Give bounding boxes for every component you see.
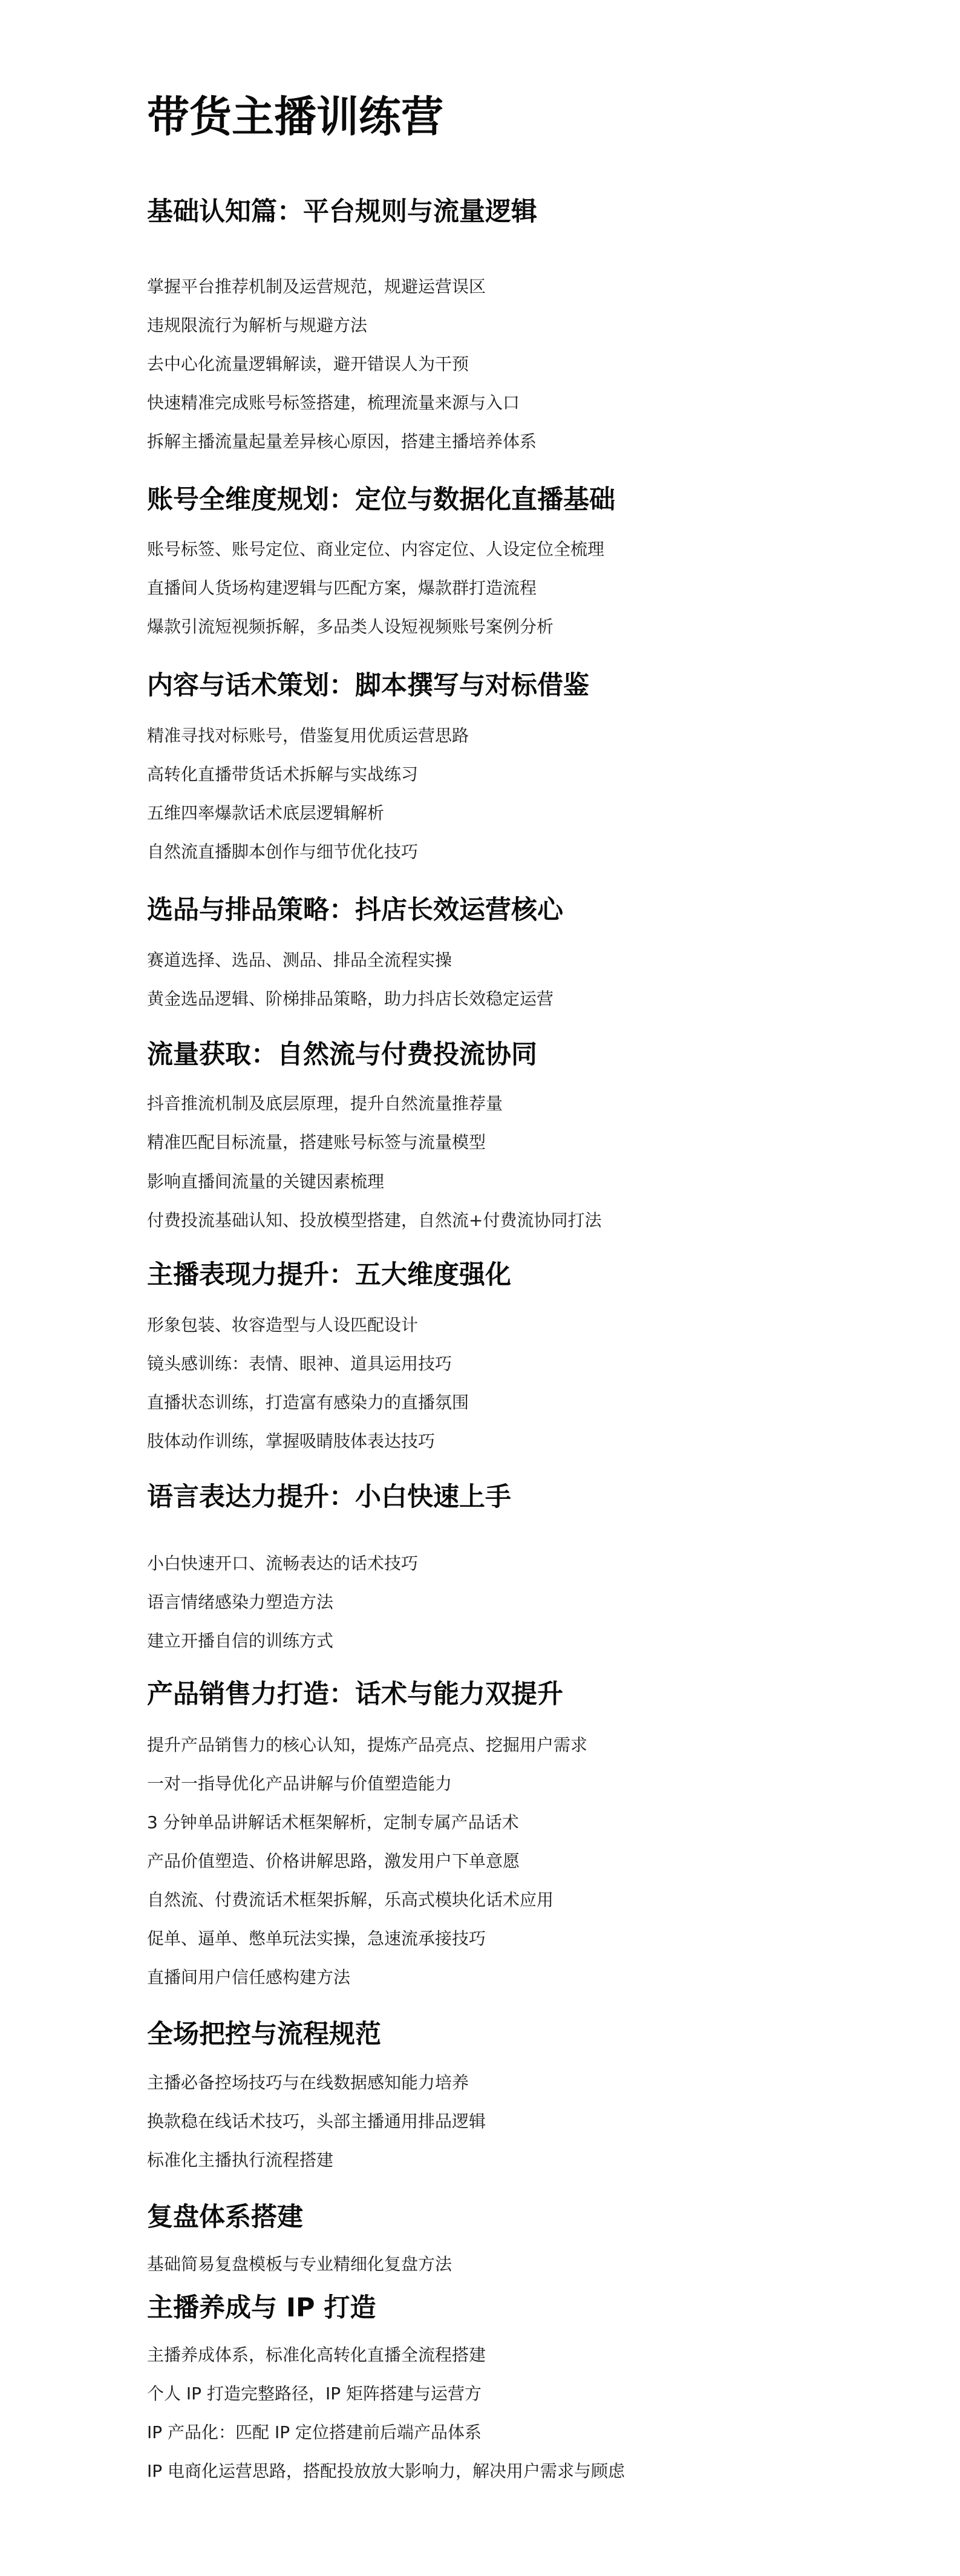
section-heading-sales: 产品销售力打造：话术与能力双提升 bbox=[147, 1679, 563, 1709]
section-item: 自然流、付费流话术框架拆解，乐高式模块化话术应用 bbox=[147, 1890, 554, 1910]
section-heading-ip: 主播养成与 IP 打造 bbox=[147, 2293, 376, 2323]
section-item: 提升产品销售力的核心认知，提炼产品亮点、挖掘用户需求 bbox=[147, 1735, 588, 1755]
section-heading-product-selection: 选品与排品策略：抖店长效运营核心 bbox=[147, 895, 563, 925]
section-heading-presence: 主播表现力提升：五大维度强化 bbox=[147, 1260, 511, 1290]
section-item: 主播必备控场技巧与在线数据感知能力培养 bbox=[147, 2073, 469, 2093]
section-item: 账号标签、账号定位、商业定位、内容定位、人设定位全梳理 bbox=[147, 539, 605, 559]
section-item: 影响直播间流量的关键因素梳理 bbox=[147, 1172, 385, 1191]
section-item: 换款稳在线话术技巧，头部主播通用排品逻辑 bbox=[147, 2111, 486, 2131]
section-item: 促单、逼单、憋单玩法实操，急速流承接技巧 bbox=[147, 1929, 486, 1948]
section-item: 五维四率爆款话术底层逻辑解析 bbox=[147, 803, 385, 823]
section-item: 精准寻找对标账号，借鉴复用优质运营思路 bbox=[147, 726, 469, 746]
section-heading-basics: 基础认知篇：平台规则与流量逻辑 bbox=[147, 197, 537, 227]
section-item: 赛道选择、选品、测品、排品全流程实操 bbox=[147, 950, 452, 970]
section-item: 精准匹配目标流量，搭建账号标签与流量模型 bbox=[147, 1132, 486, 1152]
section-item: 直播间人货场构建逻辑与匹配方案，爆款群打造流程 bbox=[147, 578, 537, 598]
section-item: 自然流直播脚本创作与细节优化技巧 bbox=[147, 842, 419, 862]
section-item: IP 产品化：匹配 IP 定位搭建前后端产品体系 bbox=[147, 2422, 482, 2442]
section-item: 标准化主播执行流程搭建 bbox=[147, 2150, 334, 2170]
section-item: 直播状态训练，打造富有感染力的直播氛围 bbox=[147, 1392, 469, 1412]
section-item: 黄金选品逻辑、阶梯排品策略，助力抖店长效稳定运营 bbox=[147, 989, 554, 1009]
section-item: 语言情绪感染力塑造方法 bbox=[147, 1592, 334, 1612]
section-item: 违规限流行为解析与规避方法 bbox=[147, 315, 368, 335]
section-item: 小白快速开口、流畅表达的话术技巧 bbox=[147, 1553, 419, 1573]
section-heading-account-planning: 账号全维度规划：定位与数据化直播基础 bbox=[147, 485, 615, 515]
section-item: 一对一指导优化产品讲解与价值塑造能力 bbox=[147, 1774, 452, 1794]
section-item: 形象包装、妆容造型与人设匹配设计 bbox=[147, 1315, 419, 1335]
section-item: 肢体动作训练，掌握吸睛肢体表达技巧 bbox=[147, 1431, 436, 1451]
section-item: 直播间用户信任感构建方法 bbox=[147, 1967, 351, 1987]
section-heading-traffic: 流量获取：自然流与付费投流协同 bbox=[147, 1040, 537, 1070]
section-item: 产品价值塑造、价格讲解思路，激发用户下单意愿 bbox=[147, 1851, 520, 1871]
section-item: 爆款引流短视频拆解，多品类人设短视频账号案例分析 bbox=[147, 617, 554, 637]
section-item: 去中心化流量逻辑解读，避开错误人为干预 bbox=[147, 354, 469, 374]
section-heading-content-script: 内容与话术策划：脚本撰写与对标借鉴 bbox=[147, 670, 589, 701]
section-item: 个人 IP 打造完整路径，IP 矩阵搭建与运营方 bbox=[147, 2384, 482, 2404]
document-title: 带货主播训练营 bbox=[147, 92, 443, 142]
section-item: IP 电商化运营思路，搭配投放放大影响力，解决用户需求与顾虑 bbox=[147, 2461, 625, 2481]
section-item: 高转化直播带货话术拆解与实战练习 bbox=[147, 764, 419, 784]
section-item: 3 分钟单品讲解话术框架解析，定制专属产品话术 bbox=[147, 1812, 519, 1832]
section-item: 拆解主播流量起量差异核心原因，搭建主播培养体系 bbox=[147, 431, 537, 451]
section-item: 付费投流基础认知、投放模型搭建，自然流+付费流协同打法 bbox=[147, 1210, 602, 1230]
section-heading-review: 复盘体系搭建 bbox=[147, 2202, 303, 2232]
section-item: 基础简易复盘模板与专业精细化复盘方法 bbox=[147, 2254, 452, 2274]
section-item: 抖音推流机制及底层原理，提升自然流量推荐量 bbox=[147, 1093, 503, 1113]
section-item: 建立开播自信的训练方式 bbox=[147, 1631, 334, 1651]
section-heading-control: 全场把控与流程规范 bbox=[147, 2019, 381, 2050]
section-item: 快速精准完成账号标签搭建，梳理流量来源与入口 bbox=[147, 393, 520, 413]
section-item: 主播养成体系，标准化高转化直播全流程搭建 bbox=[147, 2345, 486, 2365]
section-heading-expression: 语言表达力提升：小白快速上手 bbox=[147, 1482, 511, 1512]
section-item: 掌握平台推荐机制及运营规范，规避运营误区 bbox=[147, 277, 486, 297]
section-item: 镜头感训练：表情、眼神、道具运用技巧 bbox=[147, 1354, 452, 1374]
